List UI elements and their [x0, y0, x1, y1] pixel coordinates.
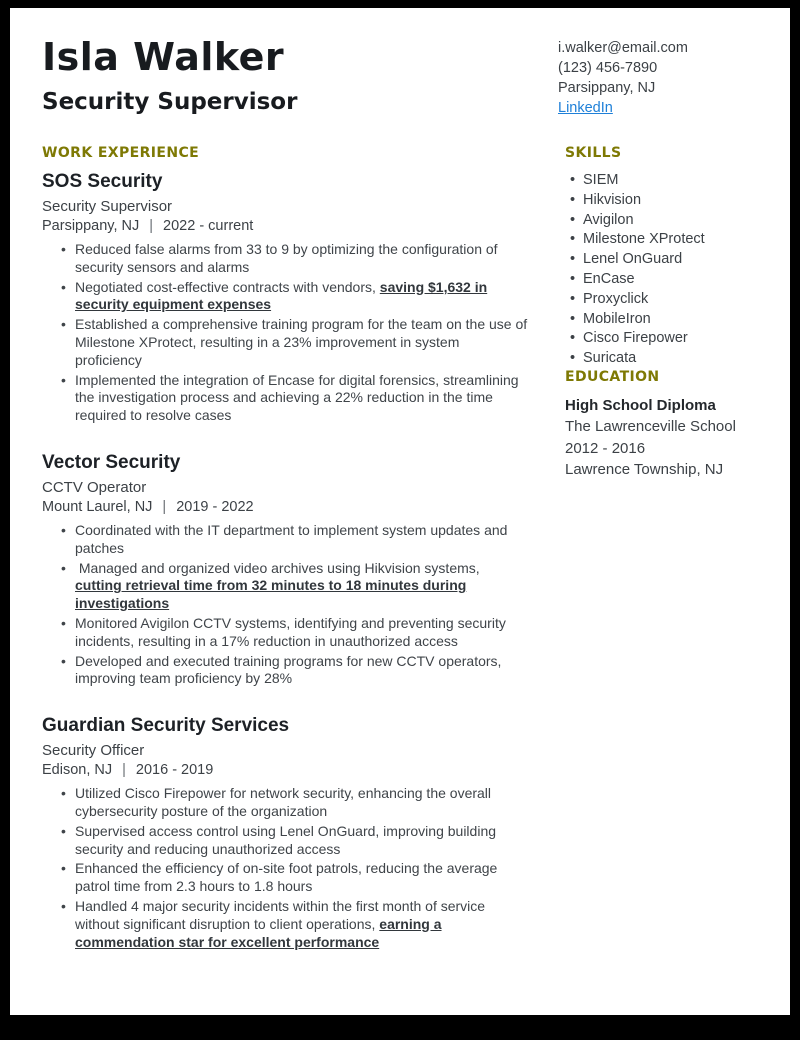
skill-item: • Cisco Firepower: [583, 329, 758, 349]
bullet-text: Implemented the integration of Encase for digital forensics, streamlining the investigation process and achieving a 22% reduction in the time required to resolve cases: [75, 371, 519, 424]
job-entry: [42, 715, 535, 951]
bullet-item: [75, 316, 535, 369]
work-experience-heading: WORK EXPERIENCE: [42, 145, 200, 161]
bullet-item: [75, 615, 535, 651]
bullet-text: Managed and organized video archives using Hikvision systems,: [75, 559, 480, 576]
education-dates: 2012 - 2016: [565, 439, 646, 457]
skills-heading: SKILLS: [565, 145, 622, 161]
bullet-item: [75, 279, 535, 315]
job-location: Mount Laurel, NJ: [42, 498, 153, 515]
job-dates: 2019 - 2022: [176, 498, 254, 515]
job-meta-separator: |: [122, 762, 126, 779]
contact-email: i.walker@email.com: [558, 40, 688, 56]
contact-location: Parsippany, NJ: [558, 80, 656, 96]
education-location: Lawrence Township, NJ: [565, 461, 724, 479]
job-role: Security Officer: [42, 742, 145, 760]
bullet-text: Developed and executed training programs for new CCTV operators, improving team proficiency by 28%: [75, 652, 502, 687]
job-meta: [42, 218, 535, 234]
bullet-item: [75, 653, 535, 689]
skill-item: • EnCase: [583, 270, 758, 290]
bullet-highlight: earning a commendation star for excellent performance: [75, 915, 442, 950]
skill-item: • Hikvision: [583, 191, 758, 211]
job-meta: [42, 499, 535, 515]
bullet-item: [75, 372, 535, 425]
job-company: SOS Security: [42, 171, 163, 192]
contact-block: [558, 36, 758, 118]
bullet-text: Handled 4 major security incidents within the first month of service without significant disruption to client operations,: [75, 897, 486, 932]
job-location: Parsippany, NJ: [42, 218, 140, 234]
job-list: [42, 171, 535, 951]
job-bullet-list: [42, 241, 535, 425]
job-entry: [42, 171, 535, 425]
skills-list: [565, 171, 758, 369]
skill-item: • MobileIron: [583, 310, 758, 330]
education-entry: [565, 395, 758, 481]
education-school: The Lawrenceville School: [565, 418, 736, 436]
bullet-text: Monitored Avigilon CCTV systems, identifying and preventing security incidents, resulting in a 17% reduction in unauthorized access: [75, 614, 506, 649]
bullet-item: [75, 241, 535, 277]
skill-item: • Lenel OnGuard: [583, 250, 758, 270]
bullet-text: Supervised access control using Lenel OnGuard, improving building security and reducing unauthorized access: [75, 822, 497, 857]
identity-block: [42, 36, 297, 115]
job-entry: [42, 452, 535, 688]
sidebar-column: [565, 145, 758, 953]
job-role: Security Supervisor: [42, 198, 173, 215]
resume-columns: [42, 145, 758, 953]
education-degree: High School Diploma: [565, 396, 716, 414]
bullet-text: Established a comprehensive training program for the team on the use of Milestone XProtect, resulting in a 23% improvement in system proficiency: [75, 316, 528, 368]
bullet-text: Enhanced the efficiency of on-site foot patrols, reducing the average patrol time from 2.3 hours to 1.8 hours: [75, 860, 498, 895]
bullet-text: Negotiated cost-effective contracts with vendors,: [75, 278, 380, 295]
job-meta-separator: |: [162, 498, 167, 515]
resume-header: [42, 36, 758, 118]
job-role: CCTV Operator: [42, 478, 147, 496]
work-experience-section: [42, 145, 535, 953]
bullet-item: [75, 785, 535, 821]
job-meta-separator: |: [149, 218, 154, 234]
skill-item: • SIEM: [583, 171, 758, 191]
bullet-highlight: cutting retrieval time from 32 minutes to 18 minutes during investigations: [75, 577, 467, 612]
bullet-highlight: saving $1,632 in security equipment expenses: [75, 278, 488, 313]
bullet-text: Reduced false alarms from 33 to 9 by optimizing the configuration of security sensors and alarms: [75, 241, 498, 275]
job-dates: 2016 - 2019: [135, 762, 214, 779]
contact-phone: (123) 456-7890: [558, 60, 658, 76]
bullet-item: [75, 898, 535, 951]
job-dates: 2022 - current: [163, 218, 254, 234]
bullet-text: Coordinated with the IT department to implement system updates and patches: [75, 521, 508, 556]
job-company: Guardian Security Services: [42, 715, 290, 737]
job-location: Edison, NJ: [42, 762, 113, 779]
job-bullet-list: [42, 522, 535, 688]
skill-item: • Milestone XProtect: [583, 230, 758, 250]
skill-item: • Proxyclick: [583, 290, 758, 310]
education-heading: EDUCATION: [565, 368, 660, 385]
bullet-item: [75, 823, 535, 859]
candidate-name: Isla Walker: [42, 35, 285, 79]
bullet-item: [75, 522, 535, 558]
contact-linkedin-row: [558, 98, 758, 118]
candidate-title: Security Supervisor: [42, 88, 298, 115]
bullet-item: [75, 860, 535, 896]
resume-page: [10, 8, 790, 1015]
skill-item: • Suricata: [583, 349, 758, 369]
job-company: Vector Security: [42, 451, 181, 473]
bullet-text: Utilized Cisco Firepower for network security, enhancing the overall cybersecurity posture of the organization: [75, 785, 492, 819]
job-meta: [42, 762, 535, 778]
skill-item: • Avigilon: [583, 211, 758, 231]
linkedin-link[interactable]: LinkedIn: [558, 100, 613, 116]
bullet-item: [75, 560, 535, 613]
job-bullet-list: [42, 785, 535, 951]
